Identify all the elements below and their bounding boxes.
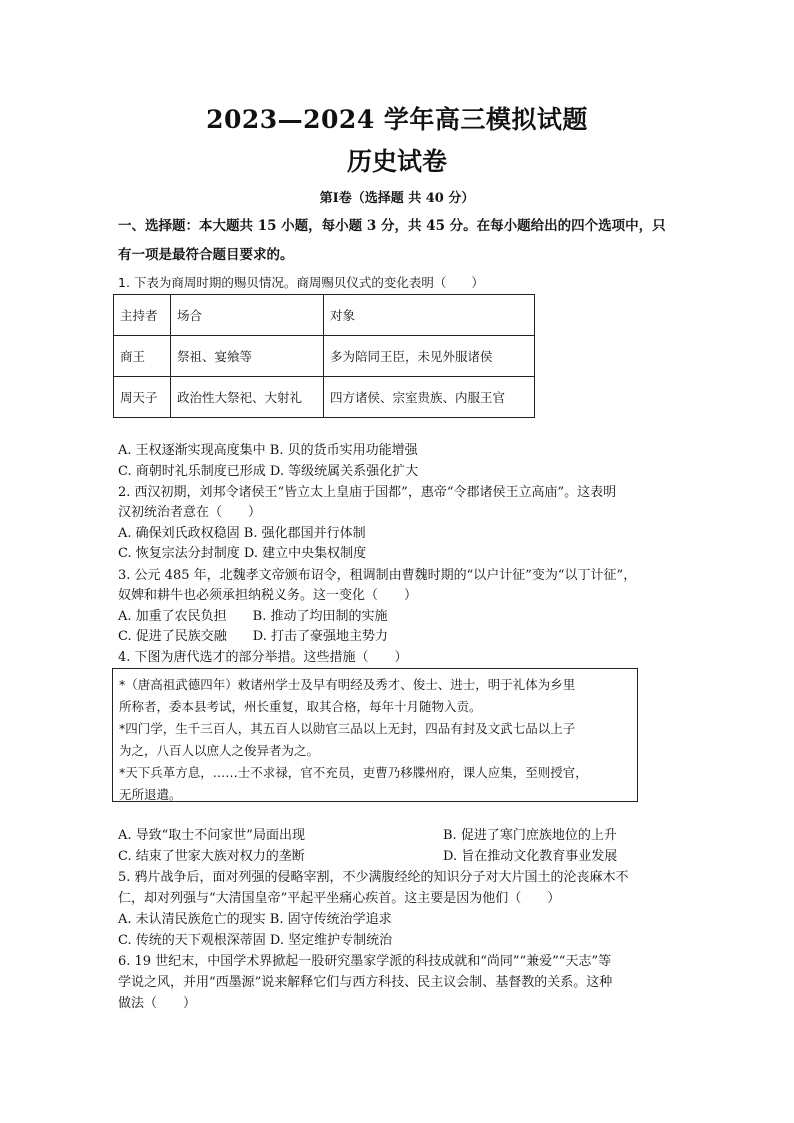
q3-stem-2: 奴婢和耕牛也必须承担纳税义务。这一变化（ ） xyxy=(118,588,418,603)
part-heading: 第Ⅰ卷（选择题 共 40 分） xyxy=(319,191,475,206)
table-header-cell: 主持者 xyxy=(114,295,171,336)
q5-options-2: C. 传统的天下观根深蒂固 D. 坚定维护专制统治 xyxy=(118,933,393,948)
q5-stem-2: 仁，却对列强与“大清国皇帝”平起平坐痛心疾首。这主要是因为他们（ ） xyxy=(118,891,561,906)
q2-options-2: C. 恢复宗法分封制度 D. 建立中央集权制度 xyxy=(118,546,367,561)
section-line-2: 有一项是最符合题目要求的。 xyxy=(118,247,294,263)
quote-line: 所称者，委本县考试，州长重复，取其合格，每年十月随物入贡。 xyxy=(119,699,482,714)
table-row xyxy=(114,377,535,418)
exam-subtitle: 历史试卷 xyxy=(346,147,447,176)
quote-line: *四门学，生千三百人，其五百人以勋官三品以上无封，四品有封及文武七品以上子 xyxy=(119,721,576,736)
q4-option-a: A. 导致“取士不问家世”局面出现 xyxy=(118,828,305,843)
quote-line: *天下兵革方息，……士不求禄，官不充员，吏曹乃移牒州府，课人应集，至则授官， xyxy=(119,765,588,780)
q4-stem: 4. 下图为唐代选才的部分举措。这些措施（ ） xyxy=(118,650,408,665)
table-header-cell: 场合 xyxy=(171,295,324,336)
q4-option-d: D. 旨在推动文化教育事业发展 xyxy=(443,849,618,864)
quote-line: *（唐高祖武德四年）敕诸州学士及早有明经及秀才、俊士、进士，明于礼体为乡里 xyxy=(119,677,576,692)
table-cell: 祭祖、宴飨等 xyxy=(171,336,324,377)
table-cell: 周天子 xyxy=(114,377,171,418)
table-cell: 商王 xyxy=(114,336,171,377)
quote-line: 无所退遣。 xyxy=(119,787,182,802)
q3-options-1: A. 加重了农民负担 B. 推动了均田制的实施 xyxy=(118,609,388,624)
q1-table xyxy=(113,294,535,418)
table-row xyxy=(114,336,535,377)
table-header-cell: 对象 xyxy=(324,295,535,336)
q3-options-2: C. 促进了民族交融 D. 打击了豪强地主势力 xyxy=(118,629,388,644)
q2-options-1: A. 确保刘氏政权稳固 B. 强化郡国并行体制 xyxy=(118,526,366,541)
q1-options-2: C. 商朝时礼乐制度已形成 D. 等级统属关系强化扩大 xyxy=(118,464,419,479)
q5-options-1: A. 未认清民族危亡的现实 B. 固守传统治学追求 xyxy=(118,912,392,927)
exam-title: 2023—2024 学年高三模拟试题 xyxy=(206,105,588,134)
q6-stem-2: 学说之风，并用“西墨源”说来解释它们与西方科技、民主议会制、基督教的关系。这种 xyxy=(118,975,613,990)
q6-stem-1: 6. 19 世纪末，中国学术界掀起一股研究墨家学派的科技成就和“尚同”“兼爱”“天志”等 xyxy=(118,954,612,969)
q1-options-1: A. 王权逐渐实现高度集中 B. 贝的货币实用功能增强 xyxy=(118,443,418,458)
quote-line: 为之，八百人以庶人之俊异者为之。 xyxy=(119,743,320,758)
table-cell: 政治性大祭祀、大射礼 xyxy=(171,377,324,418)
section-line-1: 一、选择题：本大题共 15 小题，每小题 3 分，共 45 分。在每小题给出的四个选项中，只 xyxy=(118,218,666,234)
q4-option-b: B. 促进了寒门庶族地位的上升 xyxy=(443,828,617,843)
table-header-row xyxy=(114,295,535,336)
q5-stem-1: 5. 鸦片战争后，面对列强的侵略宰割，不少满腹经纶的知识分子对大片国土的沦丧麻木不 xyxy=(118,870,629,885)
q3-stem-1: 3. 公元 485 年，北魏孝文帝颁布诏令，租调制由曹魏时期的“以户计征”变为“以丁计征”， xyxy=(118,568,637,583)
q4-quote-box xyxy=(112,668,638,802)
section-instructions xyxy=(118,212,688,270)
q4-option-c: C. 结束了世家大族对权力的垄断 xyxy=(118,849,305,864)
q2-stem-2: 汉初统治者意在（ ） xyxy=(118,505,262,520)
q6-stem-3: 做法（ ） xyxy=(118,996,197,1011)
table-cell: 四方诸侯、宗室贵族、内服王官 xyxy=(324,377,535,418)
q1-stem: 1. 下表为商周时期的赐贝情况。商周赐贝仪式的变化表明（ ） xyxy=(118,275,484,290)
table-cell: 多为陪同王臣，未见外服诸侯 xyxy=(324,336,535,377)
q2-stem-1: 2. 西汉初期，刘邦令诸侯王“皆立太上皇庙于国都”，惠帝“令郡诸侯王立高庙”。这表明 xyxy=(118,485,617,500)
